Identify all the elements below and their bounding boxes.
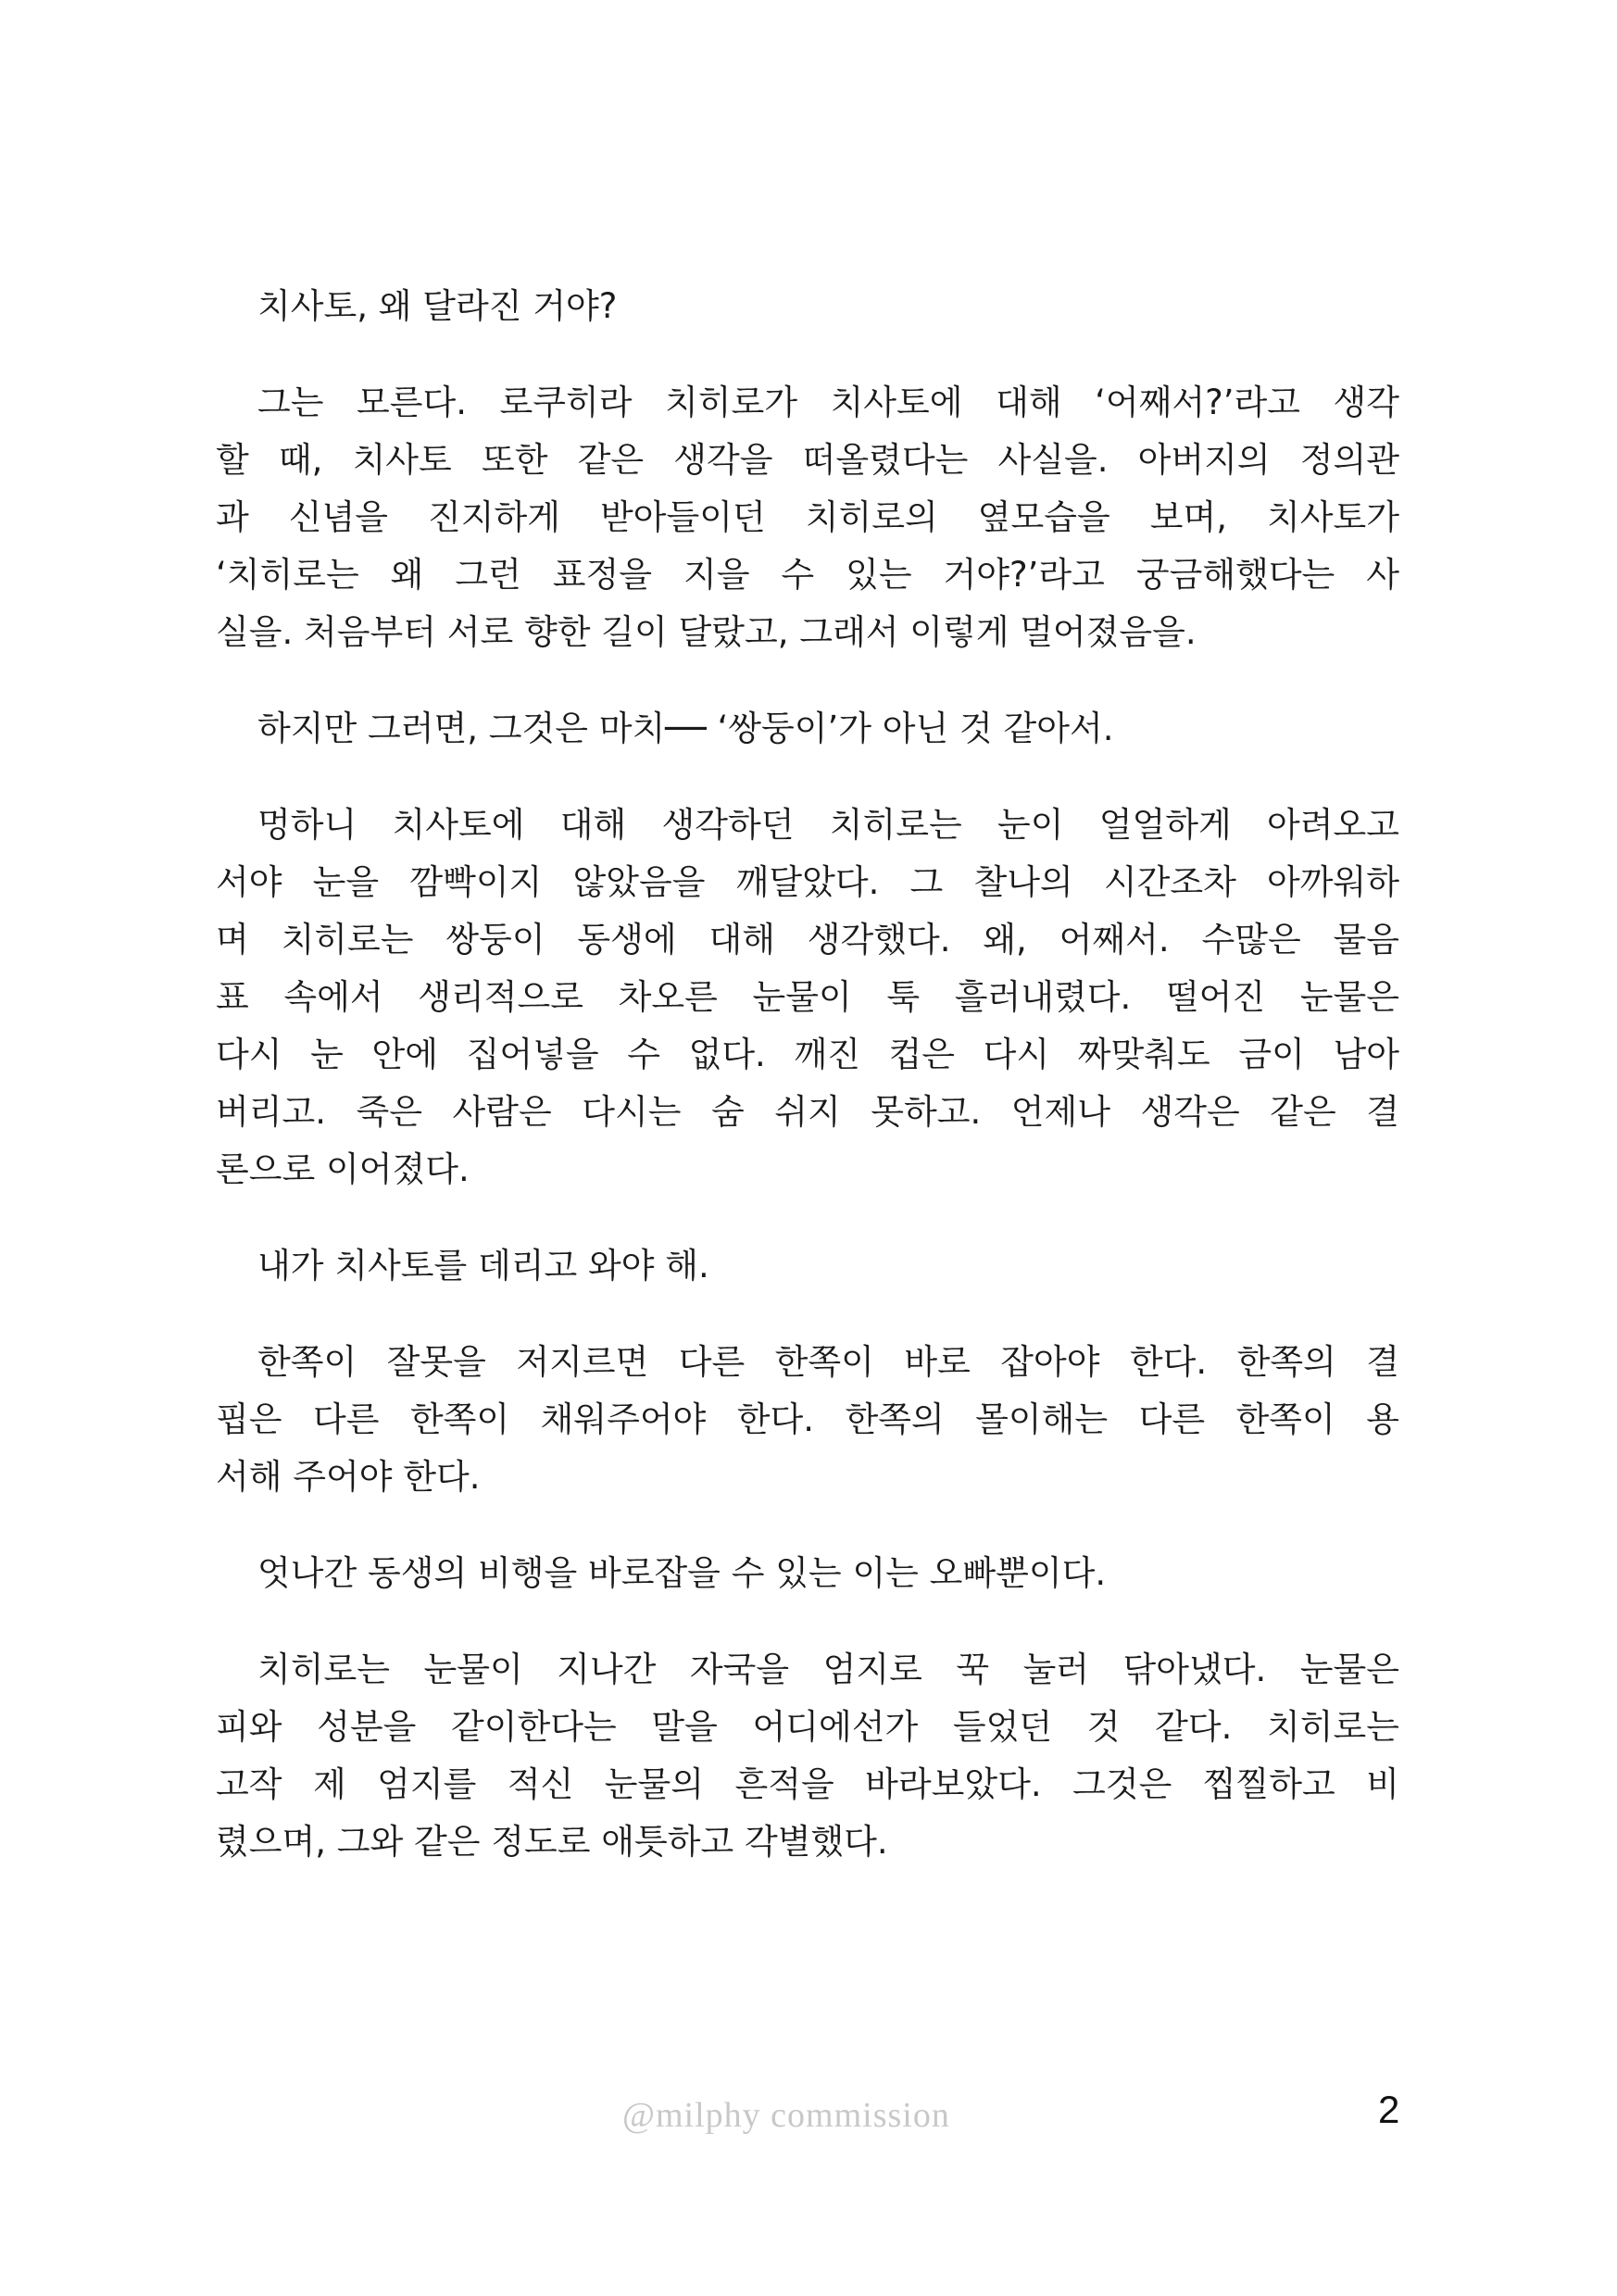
text-line: 렸으며, 그와 같은 정도로 애틋하고 각별했다. [216, 1822, 888, 1862]
text-line: 피와 성분을 같이한다는 말을 어디에선가 들었던 것 같다. 치히로는 [216, 1707, 1399, 1747]
text-line: 고작 제 엄지를 적신 눈물의 흔적을 바라보았다. 그것은 찝찔하고 비 [216, 1764, 1399, 1804]
text-line: 할 때, 치사토 또한 같은 생각을 떠올렸다는 사실을. 아버지의 정의관 [216, 440, 1399, 480]
paragraph-3 [216, 700, 1399, 758]
text-line: 내가 치사토를 데리고 와야 해. [257, 1246, 709, 1286]
text-line: 멍하니 치사토에 대해 생각하던 치히로는 눈이 얼얼하게 아려오고 [257, 805, 1399, 845]
text-line: 표 속에서 생리적으로 차오른 눈물이 툭 흘러내렸다. 떨어진 눈물은 [216, 977, 1399, 1017]
text-line: 한쪽이 잘못을 저지르면 다른 한쪽이 바로 잡아야 한다. 한쪽의 결 [257, 1342, 1399, 1382]
paragraph-4 [216, 797, 1399, 1198]
text-line: 서야 눈을 깜빡이지 않았음을 깨달았다. 그 찰나의 시간조차 아까워하 [216, 862, 1399, 902]
paragraph-7 [216, 1545, 1399, 1602]
text-line: 치히로는 눈물이 지나간 자국을 엄지로 꾹 눌러 닦아냈다. 눈물은 [257, 1650, 1399, 1689]
paragraph-8 [216, 1641, 1399, 1871]
body-text [216, 278, 1399, 1910]
text-line: 하지만 그러면, 그것은 마치── ‘쌍둥이’가 아닌 것 같아서. [257, 709, 1114, 748]
text-line: 버리고. 죽은 사람은 다시는 숨 쉬지 못하고. 언제나 생각은 같은 결 [216, 1092, 1399, 1132]
paragraph-1 [216, 278, 1399, 335]
footer-credit: @milphy commission [622, 2096, 950, 2135]
text-line: 치사토, 왜 달라진 거야? [257, 286, 618, 326]
text-line: 론으로 이어졌다. [216, 1149, 470, 1189]
text-line: 과 신념을 진지하게 받아들이던 치히로의 옆모습을 보며, 치사토가 [216, 497, 1399, 537]
paragraph-2 [216, 374, 1399, 661]
text-line: 실을. 처음부터 서로 향한 길이 달랐고, 그래서 이렇게 멀어졌음을. [216, 612, 1197, 652]
text-line: 핍은 다른 한쪽이 채워주어야 한다. 한쪽의 몰이해는 다른 한쪽이 용 [216, 1399, 1399, 1439]
text-line: 엇나간 동생의 비행을 바로잡을 수 있는 이는 오빠뿐이다. [257, 1553, 1107, 1593]
text-line: 그는 모른다. 로쿠히라 치히로가 치사토에 대해 ‘어째서?’라고 생각 [257, 383, 1399, 422]
text-line: ‘치히로는 왜 그런 표정을 지을 수 있는 거야?’라고 궁금해했다는 사 [216, 555, 1399, 595]
text-line: 며 치히로는 쌍둥이 동생에 대해 생각했다. 왜, 어째서. 수많은 물음 [216, 920, 1399, 960]
text-line: 다시 눈 안에 집어넣을 수 없다. 깨진 컵은 다시 짜맞춰도 금이 남아 [216, 1035, 1399, 1074]
text-line: 서해 주어야 한다. [216, 1457, 481, 1497]
page-number: 2 [1378, 2088, 1400, 2131]
paragraph-5 [216, 1237, 1399, 1295]
paragraph-6 [216, 1334, 1399, 1506]
